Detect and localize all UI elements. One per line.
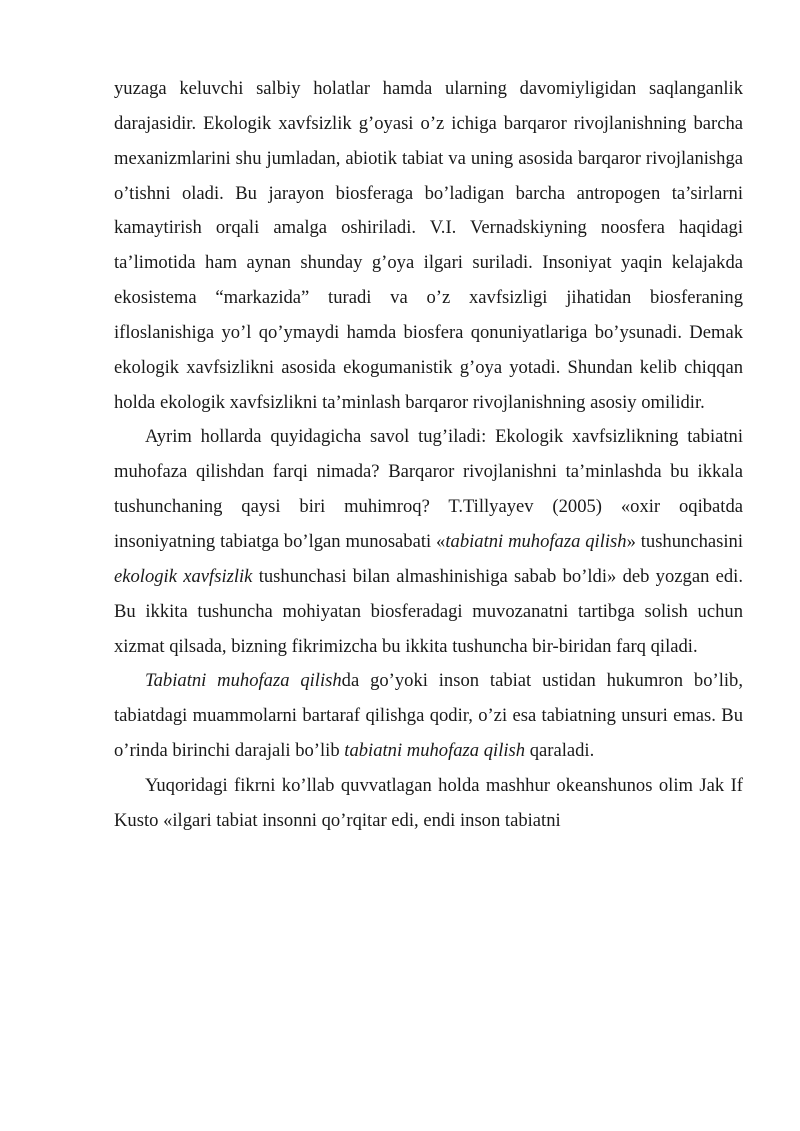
paragraph [114, 420, 743, 664]
paragraph-text: Yuqoridagi fikrni ko’llab quvvatlagan holda mashhur okeanshunos olim Jak If Kusto «ilgari tabiat insonni qo’rqitar edi, endi inson tabiatni [114, 774, 743, 831]
paragraph-text: da go’yoki inson tabiat ustidan hukumron bo’lib, tabiatdagi muammolarni bartaraf qilishga qodir, o’zi esa tabiatning unsuri emas. Bu o’rinda birinchi darajali bo’lib [114, 670, 743, 762]
paragraph-text: » tushunchasini [626, 530, 743, 552]
paragraph [114, 664, 743, 769]
paragraph [114, 72, 743, 420]
italic-term: Tabiatni muhofaza qilish [145, 670, 342, 692]
paragraph [114, 769, 743, 839]
paragraph-text: qaraladi. [525, 740, 595, 762]
paragraph-text: Ayrim hollarda quyidagicha savol tug’iladi: Ekologik xavfsizlikning tabiatni muhofaza qilishdan farqi nimada? Barqaror rivojlanishni ta’minlashda bu ikkala tushunchaning qaysi biri muhimroq? T.Tillyayev (2005) «oxir oqibatda insoniyatning tabiatga bo’lgan munosabati « [114, 426, 743, 552]
italic-term: ekologik xavfsizlik [114, 565, 253, 587]
paragraph-text: yuzaga keluvchi salbiy holatlar hamda ularning davomiyligidan saqlanganlik darajasidir. Ekologik xavfsizlik g’oyasi o’z ichiga barqaror rivojlanishning barcha mexanizmlarini shu jumladan, abiotik tabiat va uning asosida barqaror rivojlanishga o’tishni oladi. Bu jarayon biosferaga bo’ladigan barcha antropogen ta’sirlarni kamaytirish orqali amalga oshiriladi. V.I. Vernadskiyning noosfera haqidagi ta’limotida ham aynan shunday g’oya ilgari suriladi. Insoniyat yaqin kelajakda ekosistema “markazida” turadi va o’z xavfsizligi jihatidan biosferaning ifloslanishiga yo’l qo’ymaydi hamda biosfera qonuniyatlariga bo’ysunadi. Demak ekologik xavfsizlikni asosida ekogumanistik g’oya yotadi. Shundan kelib chiqqan holda ekologik xavfsizlikni ta’minlash barqaror rivojlanishning asosiy omilidir. [114, 78, 743, 413]
document-page [114, 72, 743, 839]
paragraph-text: tushunchasi bilan almashinishiga sabab bo’ldi» deb yozgan edi. Bu ikkita tushuncha mohiyatan biosferadagi muvozanatni tartibga solish uchun xizmat qilsada, bizning fikrimizcha bu ikkita tushuncha bir-biridan farq qiladi. [114, 565, 743, 657]
italic-term: tabiatni muhofaza qilish [344, 740, 526, 762]
italic-term: tabiatni muhofaza qilish [445, 530, 627, 552]
